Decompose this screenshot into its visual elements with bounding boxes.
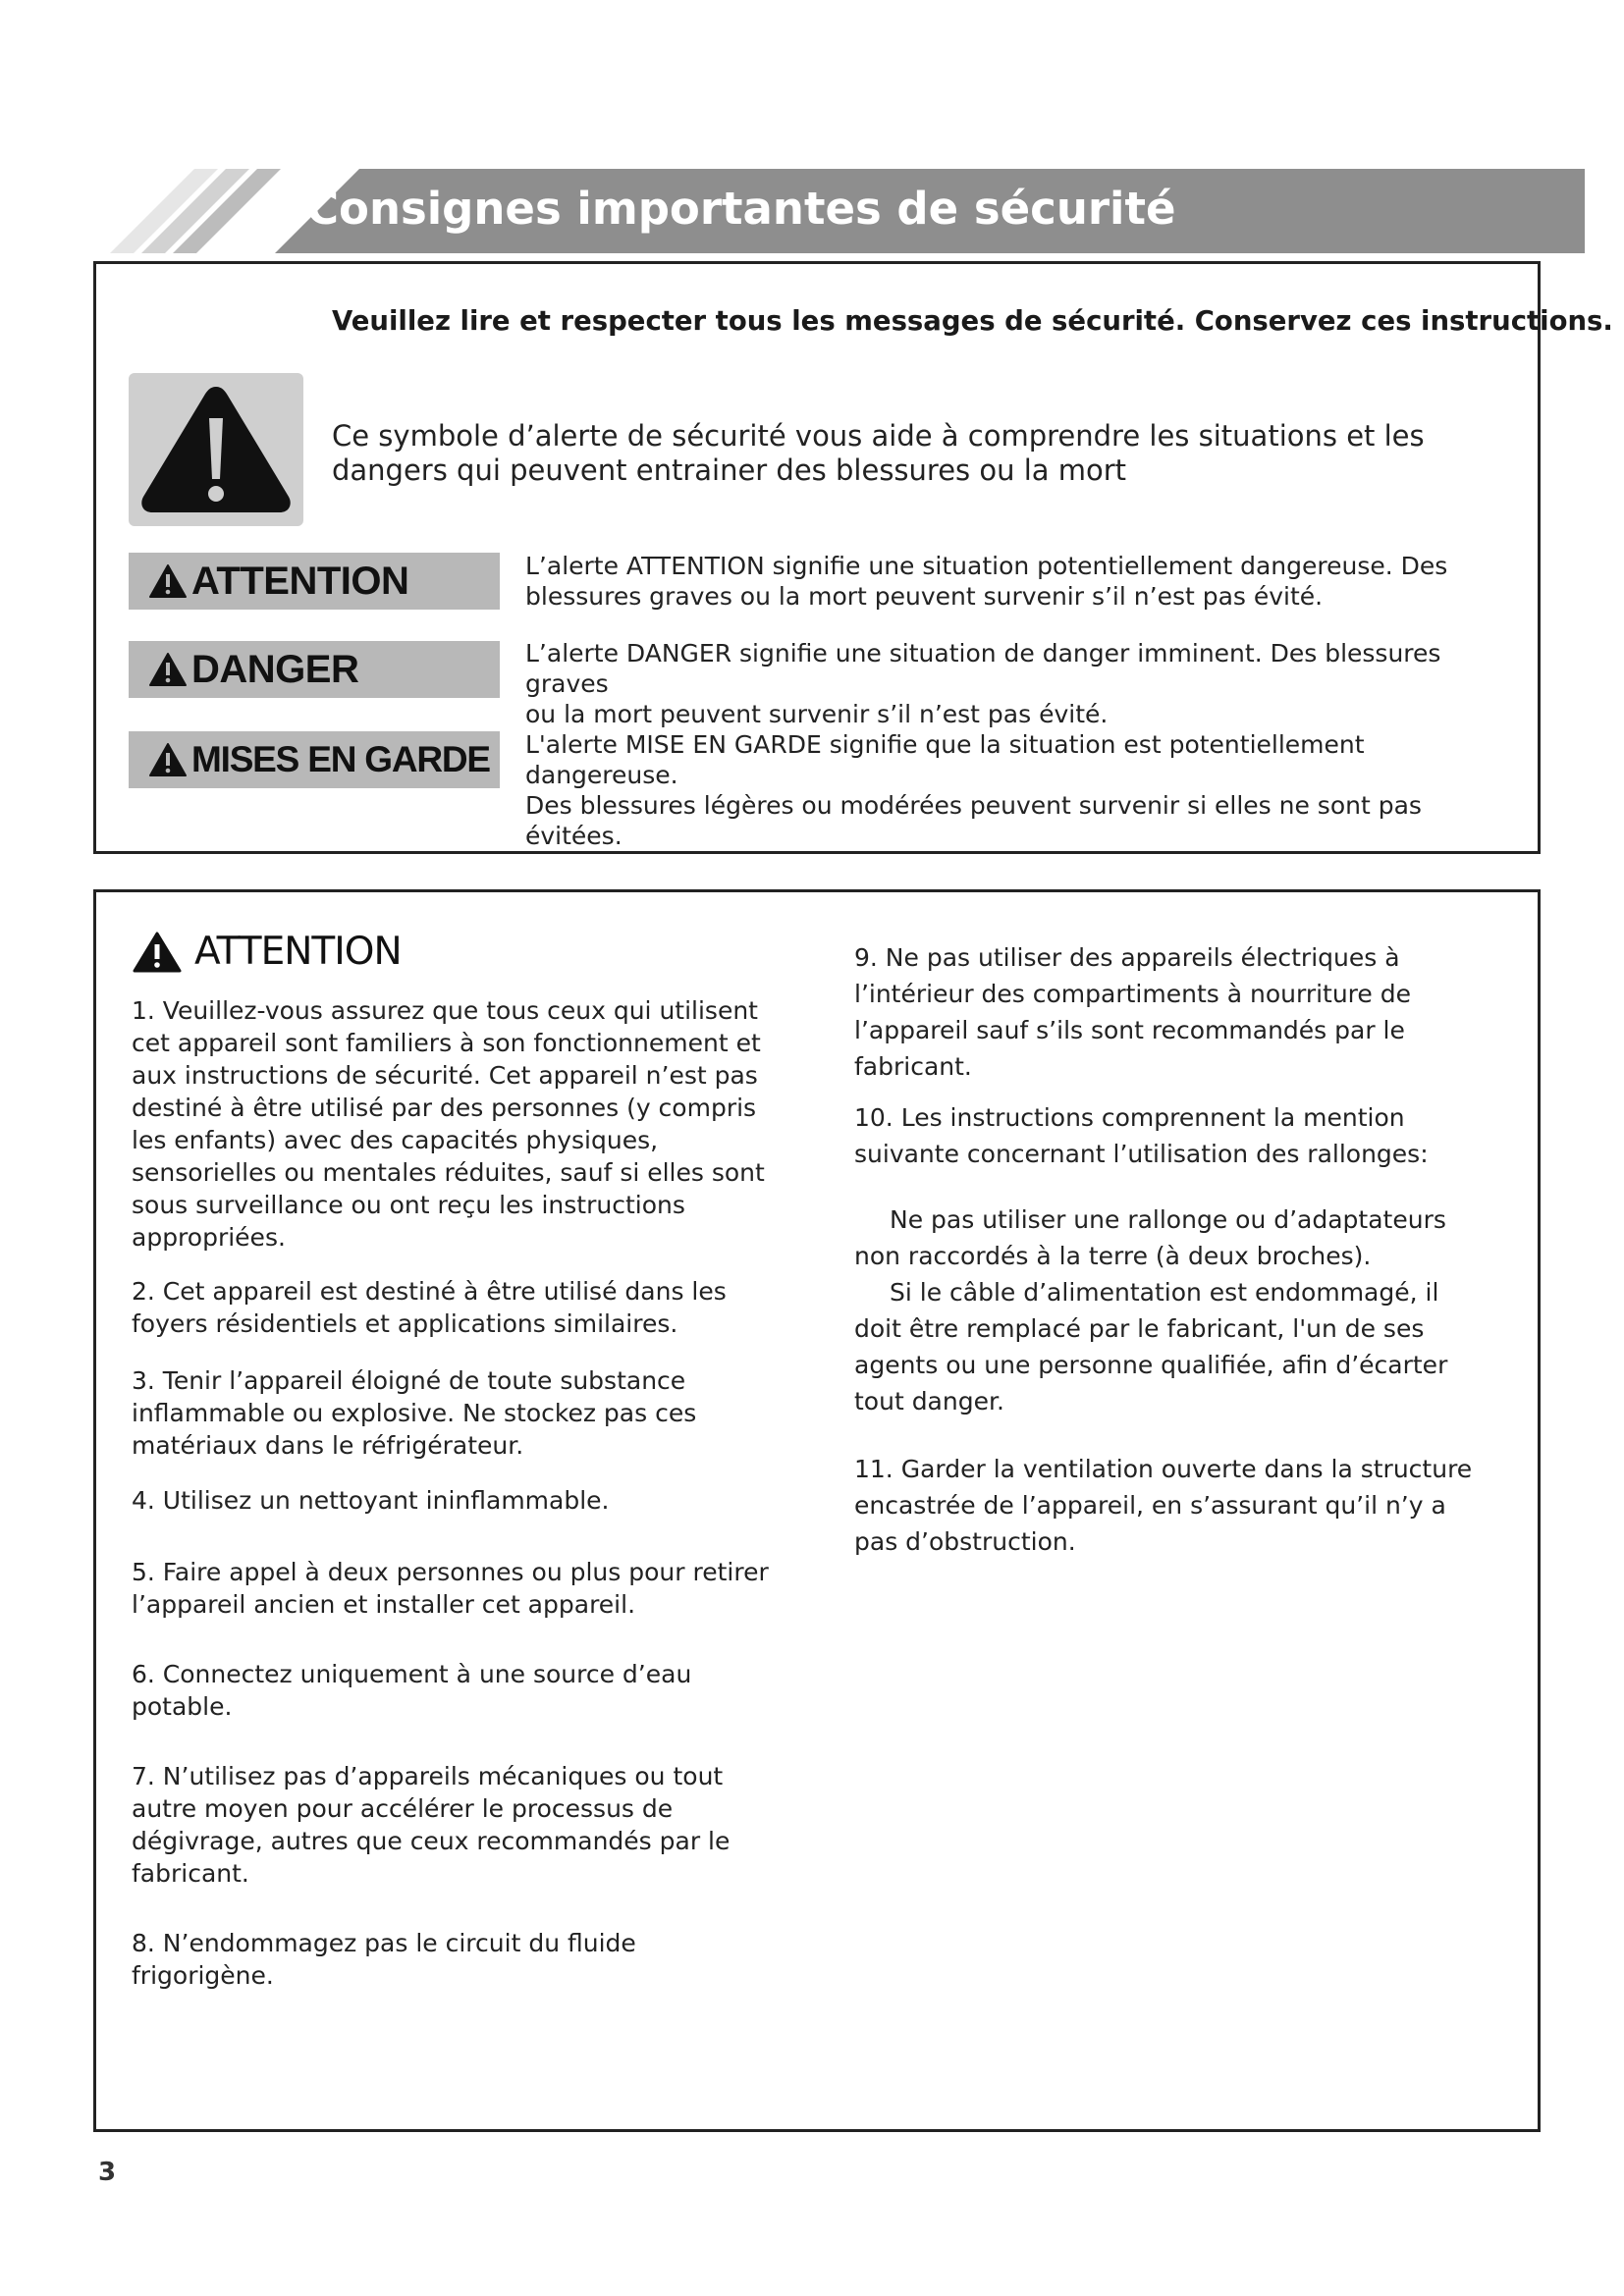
line: agents ou une personne qualifiée, afin d’écarter [854, 1351, 1448, 1379]
instruction-item-2 [132, 1275, 780, 1340]
line: fabricant. [132, 1859, 249, 1888]
line: 7. N’utilisez pas d’appareils mécaniques ou tout [132, 1762, 724, 1790]
line: foyers résidentiels et applications similaires. [132, 1309, 678, 1338]
danger-label [129, 641, 500, 698]
instruction-item-8 [132, 1927, 780, 1992]
line: potable. [132, 1692, 233, 1721]
line: suivante concernant l’utilisation des rallonges: [854, 1140, 1429, 1168]
extension-cord-note [854, 1201, 1502, 1419]
line: 10. Les instructions comprennent la mention [854, 1103, 1405, 1132]
line: l’intérieur des compartiments à nourriture de [854, 980, 1411, 1008]
line: dégivrage, autres que ceux recommandés par le [132, 1827, 731, 1855]
line: matériaux dans le réfrigérateur. [132, 1431, 524, 1460]
instruction-item-10 [854, 1099, 1502, 1172]
line: tout danger. [854, 1387, 1004, 1415]
line: 9. Ne pas utiliser des appareils électriques à [854, 943, 1400, 972]
mises-en-garde-definition-line1: L'alerte MISE EN GARDE signifie que la situation est potentiellement dangereuse. [525, 730, 1365, 789]
page-title: Consignes importantes de sécurité [306, 183, 1176, 235]
line: 8. N’endommagez pas le circuit du fluide [132, 1929, 636, 1957]
line: appropriées. [132, 1223, 286, 1252]
warning-triangle-icon [148, 742, 188, 777]
instructions-left-column [132, 994, 780, 1992]
page-number: 3 [98, 2158, 117, 2187]
instruction-item-5 [132, 1556, 780, 1621]
banner-stripes [110, 169, 306, 253]
instruction-item-3 [132, 1364, 780, 1462]
instruction-item-6 [132, 1658, 780, 1723]
attention-heading-text: ATTENTION [194, 930, 402, 974]
attention-label-text: ATTENTION [191, 559, 409, 603]
instruction-item-1 [132, 994, 780, 1254]
instruction-item-11 [854, 1451, 1502, 1560]
danger-definition-line2: ou la mort peuvent survenir s’il n’est pas évité. [525, 700, 1109, 728]
line: les enfants) avec des capacités physiques, [132, 1126, 659, 1154]
instruction-item-7 [132, 1760, 780, 1890]
line: 2. Cet appareil est destiné à être utilisé dans les [132, 1277, 727, 1306]
line: cet appareil sont familiers à son fonctionnement et [132, 1029, 761, 1057]
line: sous surveillance ou ont reçu les instructions [132, 1191, 685, 1219]
line: inflammable ou explosive. Ne stockez pas ces [132, 1399, 697, 1427]
line: l’appareil sauf s’ils sont recommandés par le [854, 1016, 1405, 1044]
symbol-description-line1: Ce symbole d’alerte de sécurité vous aide à comprendre les situations et les [332, 419, 1425, 453]
line: 1. Veuillez-vous assurez que tous ceux qui utilisent [132, 996, 758, 1025]
safety-alert-icon [129, 373, 303, 526]
danger-definition-line1: L’alerte DANGER signifie une situation de danger imminent. Des blessures graves [525, 639, 1441, 698]
danger-label-text: DANGER [191, 647, 359, 691]
line: pas d’obstruction. [854, 1527, 1076, 1556]
mises-en-garde-definition-line2: Des blessures légères ou modérées peuvent survenir si elles ne sont pas évitées. [525, 791, 1422, 850]
line: Ne pas utiliser une rallonge ou d’adaptateurs [890, 1205, 1446, 1234]
line: sensorielles ou mentales réduites, sauf si elles sont [132, 1158, 765, 1187]
line: 11. Garder la ventilation ouverte dans la structure [854, 1455, 1473, 1483]
mises-en-garde-definition [525, 729, 1517, 851]
line: 5. Faire appel à deux personnes ou plus pour retirer [132, 1558, 769, 1586]
line: aux instructions de sécurité. Cet appareil n’est pas [132, 1061, 758, 1090]
attention-label [129, 553, 500, 610]
instruction-item-4 [132, 1484, 780, 1517]
symbol-description-line2: dangers qui peuvent entrainer des blessures ou la mort [332, 454, 1127, 487]
line: autre moyen pour accélérer le processus de [132, 1794, 674, 1823]
danger-definition [525, 638, 1517, 729]
line: l’appareil ancien et installer cet appareil. [132, 1590, 636, 1619]
mises-en-garde-label [129, 731, 500, 788]
line: 3. Tenir l’appareil éloigné de toute substance [132, 1366, 686, 1395]
line: non raccordés à la terre (à deux broches). [854, 1242, 1372, 1270]
instruction-item-9 [854, 939, 1502, 1085]
line: destiné à être utilisé par des personnes (y compris [132, 1094, 757, 1122]
mises-en-garde-label-text: MISES EN GARDE [191, 739, 490, 779]
header-banner [110, 169, 1585, 253]
read-instructions-text: Veuillez lire et respecter tous les messages de sécurité. Conservez ces instructions. [332, 305, 1613, 337]
line: doit être remplacé par le fabricant, l'un de ses [854, 1314, 1425, 1343]
attention-definition [525, 551, 1517, 612]
line: frigorigène. [132, 1961, 274, 1990]
safety-definitions-box [93, 261, 1613, 854]
instructions-right-column [854, 939, 1502, 1560]
attention-heading [132, 930, 402, 974]
attention-definition-line2: blessures graves ou la mort peuvent survenir s’il n’est pas évité. [525, 582, 1324, 611]
attention-definition-line1: L’alerte ATTENTION signifie une situation potentiellement dangereuse. Des [525, 552, 1448, 580]
warning-triangle-icon [148, 652, 188, 687]
line: fabricant. [854, 1052, 972, 1081]
line: Si le câble d’alimentation est endommagé, il [890, 1278, 1439, 1307]
line: 4. Utilisez un nettoyant ininflammable. [132, 1486, 610, 1515]
line: encastrée de l’appareil, en s’assurant qu’il n’y a [854, 1491, 1446, 1520]
symbol-description [332, 419, 1461, 488]
line: 6. Connectez uniquement à une source d’eau [132, 1660, 692, 1688]
warning-triangle-icon [132, 931, 183, 974]
warning-triangle-icon [148, 563, 188, 599]
attention-instructions-box [93, 889, 1541, 2132]
